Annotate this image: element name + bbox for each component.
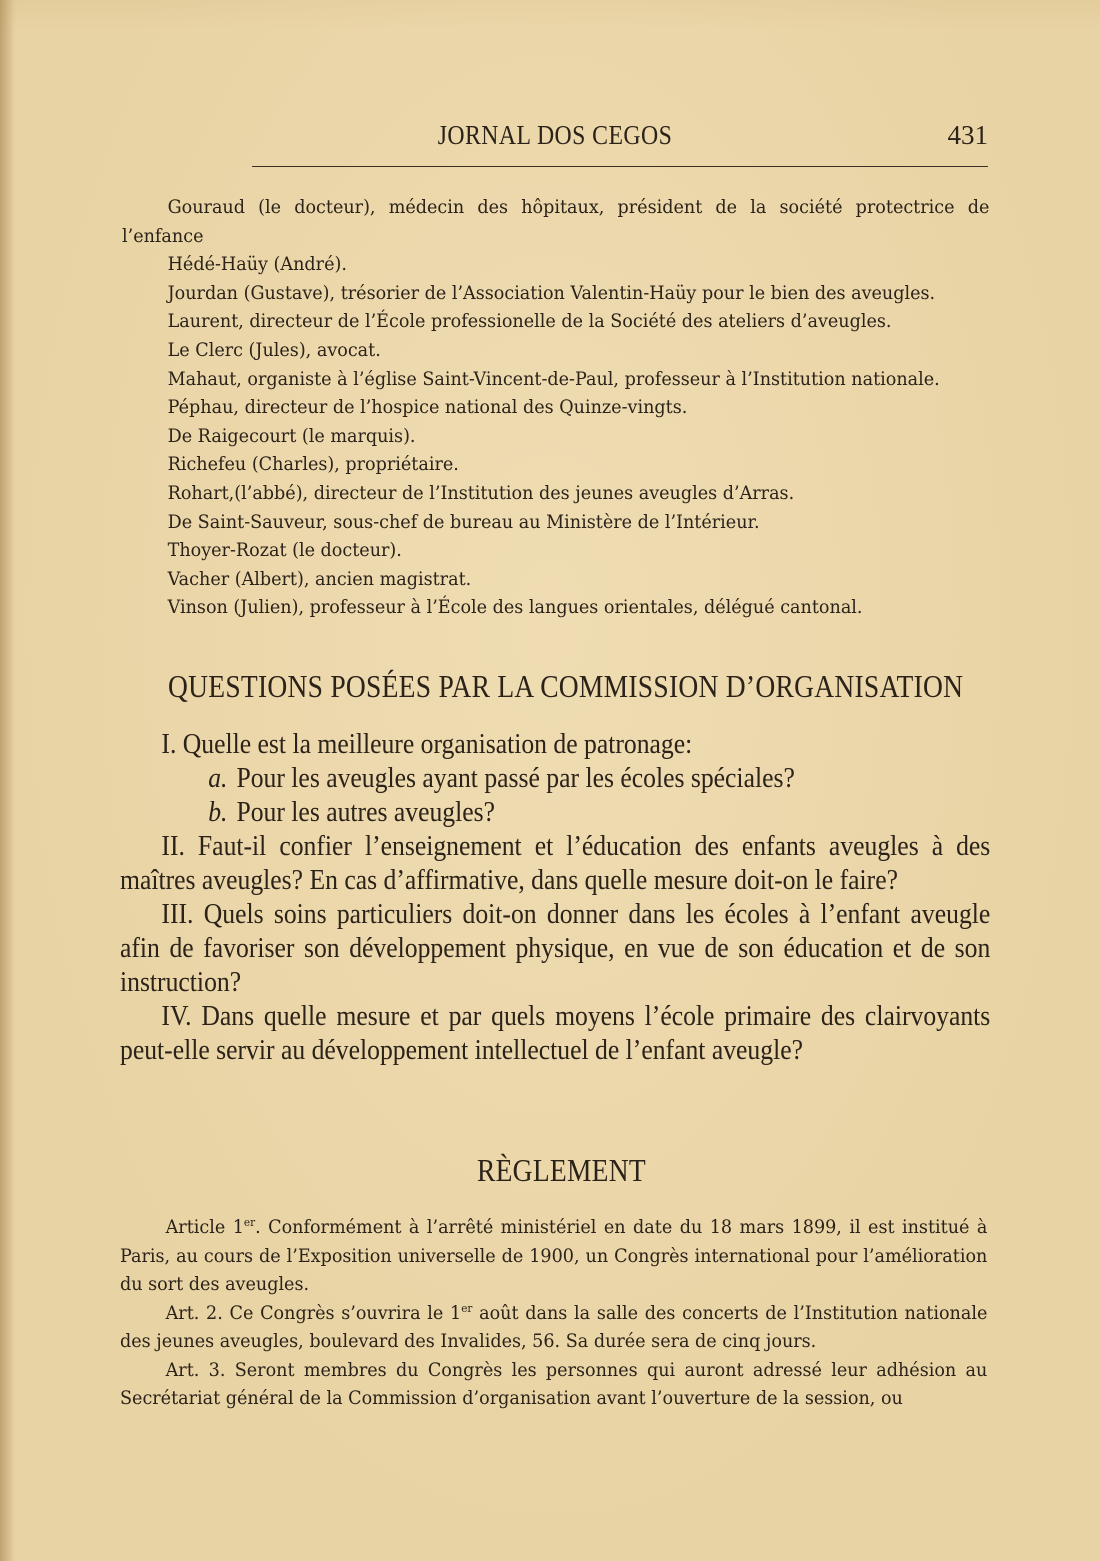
questions-heading: QUESTIONS POSÉES PAR LA COMMISSION D’ORGANISATION [168,668,964,704]
sub-letter-b: b. [208,797,228,828]
member-entry: Jourdan (Gustave), trésorier de l’Association Valentin-Haüy pour le bien des aveugles. [167,282,936,304]
page-edge-shadow [0,0,14,1561]
member-entry: Laurent, directeur de l’École professionelle de la Société des ateliers d’aveugles. [167,311,892,333]
page-number: 431 [947,120,988,150]
member-list [122,194,990,623]
member-entry: Vinson (Julien), professeur à l’École des langues orientales, délégué cantonal. [167,597,863,619]
question-2: II. Faut-il confier l’enseignement et l’éducation des enfants aveugles à des maîtres aveugles? En cas d’affirmative, dans quelle mesure doit-on le faire? [120,831,991,896]
member-entry: Mahaut, organiste à l’église Saint-Vincent-de-Paul, professeur à l’Institution nationale. [167,368,940,390]
member-entry: Hédé-Haüy (André). [167,254,347,276]
member-entry: De Saint-Sauveur, sous-chef de bureau au Ministère de l’Intérieur. [167,511,760,533]
member-entry: De Raigecourt (le marquis). [167,425,416,447]
header-rule [252,166,988,167]
member-entry: Rohart,(l’abbé), directeur de l’Institution des jeunes aveugles d’Arras. [167,482,795,504]
question-1-sub-b [120,796,1079,830]
running-head [122,120,988,152]
question-1: I. Quelle est la meilleure organisation de patronage: [161,729,693,760]
question-4: IV. Dans quelle mesure et par quels moyens l’école primaire des clairvoyants peut-elle servir au développement intellectuel de l’enfant aveugle? [120,1001,991,1066]
article-2 [120,1300,987,1357]
article-1-lead: Article 1 [165,1217,244,1238]
member-entry: Thoyer-Rozat (le docteur). [167,540,402,562]
article-1 [120,1214,987,1300]
question-3: III. Quels soins particuliers doit-on donner dans les écoles à l’enfant aveugle afin de favoriser son développement physique, en vue de son éducation et de son instruction? [120,899,991,998]
article-1-sup: er [243,1215,256,1229]
running-title: JORNAL DOS CEGOS [437,120,673,150]
member-entry: Richefeu (Charles), propriétaire. [167,454,459,476]
member-entry: Péphau, directeur de l’hospice national des Quinze-vingts. [167,397,688,419]
rules-heading: RÈGLEMENT [477,1152,646,1188]
questions-list [120,728,991,1068]
question-1-sub-a [120,762,1079,796]
article-2-sup: er [461,1301,473,1315]
article-2-lead: Art. 2. Ce Congrès s’ouvrira le 1 [165,1302,462,1324]
member-entry: Vacher (Albert), ancien magistrat. [167,568,472,590]
rules-text [120,1214,988,1414]
member-entry: Le Clerc (Jules), avocat. [167,339,381,361]
article-3: Art. 3. Seront membres du Congrès les personnes qui auront adressé leur adhésion au Secrétariat général de la Commission d’organisation avant l’ouverture de la session, ou [120,1359,988,1409]
article-2-text: août dans la salle des concerts de l’Institution nationale des jeunes aveugles, boulevard des Invalides, 56. Sa durée sera de cinq jours. [120,1302,988,1352]
sub-letter-a: a. [208,763,228,794]
sub-text-b: Pour les autres aveugles? [236,797,496,828]
member-entry: Gouraud (le docteur), médecin des hôpitaux, président de la société protectrice de l’enfance [122,197,990,247]
sub-text-a: Pour les aveugles ayant passé par les écoles spéciales? [236,763,795,794]
article-1-text: . Conformément à l’arrêté ministériel en date du 18 mars 1899, il est institué à Paris, au cours de l’Exposition universelle de 1900, un Congrès international pour l’amélioration du sort des aveugles. [120,1217,988,1295]
